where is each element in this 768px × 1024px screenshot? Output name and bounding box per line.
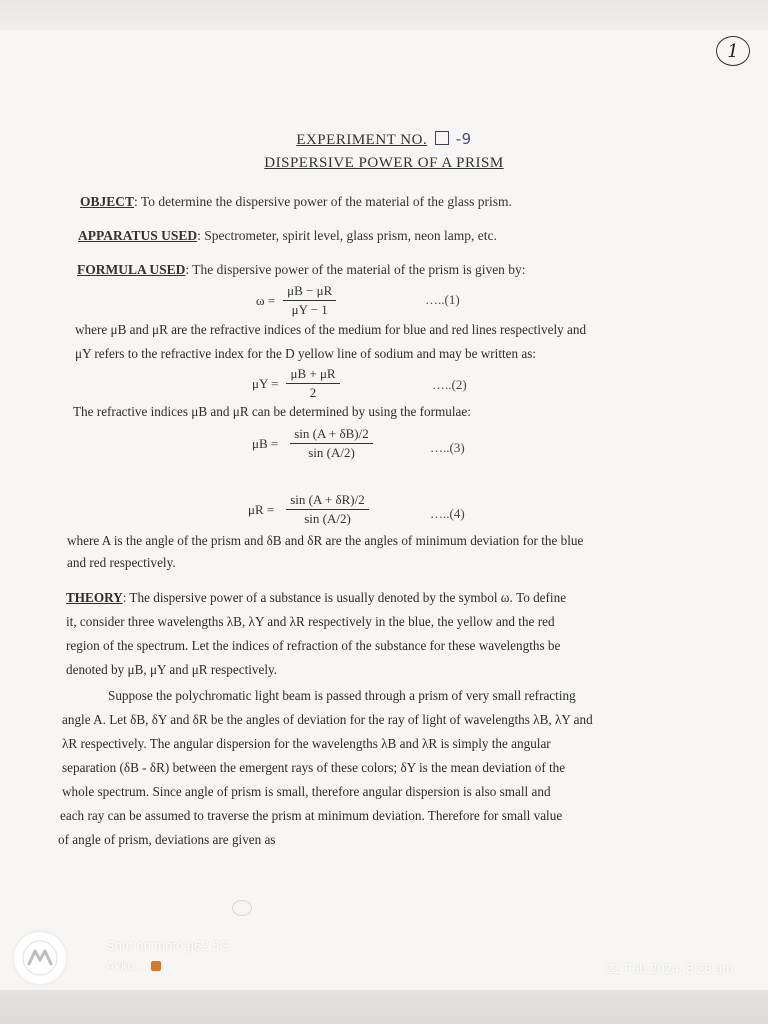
eq4-fraction [286,492,369,527]
theory-text-1: : The dispersive power of a substance is usually denoted by the symbol ω. To define [122,590,567,605]
page-number: 1 [716,36,750,66]
eq3-numerator: sin (A + δB)/2 [290,426,373,444]
formula-line [77,262,526,278]
theory-p2-line-1: Suppose the polychromatic light beam is passed through a prism of very small refracting [108,688,576,703]
eq1-denominator: μY − 1 [291,302,328,317]
moto-m-icon [22,940,58,976]
eq2-number: …..(2) [432,377,467,392]
eq1-explanation-2: μY refers to the refractive index for the D yellow line of sodium and may be written as: [75,346,537,361]
theory-p2-line-3: λR respectively. The angular dispersion for the wavelengths λB and λR is simply the angular [62,736,551,751]
equation-2 [252,366,340,401]
eq1-fraction [283,283,336,318]
apparatus-text: : Spectrometer, spirit level, glass prism, neon lamp, etc. [197,228,497,243]
moto-logo-icon [14,932,66,984]
formula-text: : The dispersive power of the material of the prism is given by: [185,262,526,277]
watermark-username: Akku... [106,958,146,973]
eq4-lhs: μR = [248,501,275,517]
apparatus-line [78,228,497,244]
theory-p2-line-4: separation (δB - δR) between the emergent rays of these colors; δY is the mean deviation of the [62,760,566,775]
eq4-explanation-1: where A is the angle of the prism and δB and δR are the angles of minimum deviation for the blue [67,533,584,548]
eq2-numerator: μB + μR [286,366,339,384]
experiment-subtitle: DISPERSIVE POWER OF A PRISM [264,155,504,171]
eq1-explanation-1: where μB and μR are the refractive indices of the medium for blue and red lines respectively and [75,322,587,337]
theory-line-4: denoted by μB, μY and μR respectively. [66,662,278,677]
theory-line-3: region of the spectrum. Let the indices of refraction of the substance for these wavelengths be [66,638,561,653]
eq3-fraction [290,426,373,461]
theory-line-1 [66,586,672,610]
eq2-fraction [286,366,339,401]
eq4-explanation-2: and red respectively. [67,555,176,570]
theory-line-2: it, consider three wavelengths λB, λY and λR respectively in the blue, the yellow and the red [66,614,555,629]
experiment-number-handwritten: -9 [455,130,472,148]
theory-p2-line-2: angle A. Let δB, δY and δR be the angles of deviation for the ray of light of wavelengths λB, λY and [62,712,593,727]
theory-p2-line-5: whole spectrum. Since angle of prism is small, therefore angular dispersion is also small and [62,784,551,799]
eq3-denominator: sin (A/2) [308,445,355,460]
formula-label: FORMULA USED [77,262,186,277]
photo-bottom-edge [0,990,768,1024]
experiment-subtitle-row [0,155,768,172]
object-label: OBJECT [80,194,135,209]
experiment-title: EXPERIMENT NO. [296,132,428,148]
equation-1 [256,283,336,318]
equation-4 [248,492,369,527]
eq1-number: …..(1) [425,292,460,307]
crossed-out-number-icon [435,131,449,145]
theory-p2-line-6: each ray can be assumed to traverse the prism at minimum deviation. Therefore for small value [60,808,563,823]
eq4-number: …..(4) [430,506,465,521]
object-text: : To determine the dispersive power of the material of the glass prism. [134,194,512,209]
faint-mark-icon [232,900,252,916]
eq2-lhs: μY = [252,375,279,391]
theory-label: THEORY [66,590,123,605]
equation-3 [252,426,373,461]
eq4-denominator: sin (A/2) [304,511,351,526]
eq3-number: …..(3) [430,440,465,455]
eq1-lhs: ω = [256,292,276,308]
eq3-lhs: μB = [252,435,279,451]
eq3-intro: The refractive indices μB and μR can be determined by using the formulae: [73,404,471,419]
scooter-emoji-icon [151,961,161,971]
photo-top-edge [0,0,768,30]
watermark-timestamp: 21 Feb 2024, 8:28 am [606,961,734,976]
eq1-numerator: μB − μR [283,283,336,301]
object-line [80,194,512,210]
apparatus-label: APPARATUS USED [78,228,198,243]
experiment-title-row [0,130,768,149]
theory-p2-line-7: of angle of prism, deviations are given as [58,832,276,847]
watermark-device: Shot on moto g62 5G [106,938,230,953]
eq2-denominator: 2 [309,385,317,400]
watermark-user [106,958,161,973]
eq4-numerator: sin (A + δR)/2 [286,492,369,510]
